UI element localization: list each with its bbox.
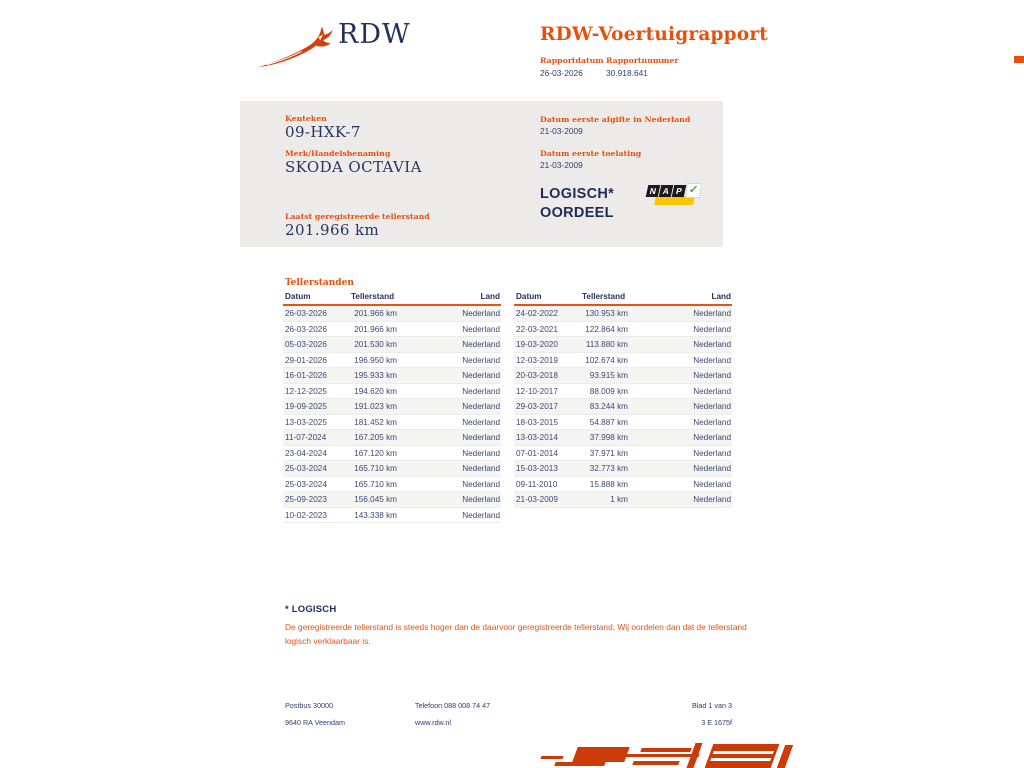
cell-land: Nederland	[462, 510, 500, 520]
art-stripe	[710, 758, 771, 761]
merk-label: Merk/Handelsbenaming	[285, 149, 391, 158]
cell-land: Nederland	[693, 355, 731, 365]
table-row	[514, 414, 732, 430]
table-row	[283, 492, 501, 508]
table-header-row	[514, 290, 732, 305]
table-row	[514, 337, 732, 353]
eerste-afgifte-value: 21-03-2009	[540, 126, 583, 136]
art-shape	[777, 745, 793, 768]
art-shape	[705, 744, 780, 768]
table-row	[283, 337, 501, 353]
cell-land: Nederland	[462, 433, 500, 442]
cell-land: Nederland	[462, 386, 500, 396]
cell-datum: 23-04-2024	[285, 448, 327, 458]
table-row	[283, 352, 501, 368]
table-row	[514, 383, 732, 399]
cell-tellerstand: 1 km	[610, 495, 628, 504]
cell-land: Nederland	[693, 464, 731, 473]
cell-tellerstand: 201.530 km	[354, 340, 397, 349]
cell-datum: 24-02-2022	[516, 309, 558, 318]
cell-tellerstand: 201.966 km	[354, 309, 397, 318]
cell-datum: 12-10-2017	[516, 386, 558, 396]
cell-datum: 16-01-2026	[285, 371, 327, 380]
art-shape	[614, 754, 699, 757]
table-row	[514, 368, 732, 384]
col-header-land: Land	[401, 290, 501, 305]
cell-land: Nederland	[462, 417, 500, 427]
art-shape	[540, 756, 563, 759]
cell-land: Nederland	[462, 340, 500, 349]
cell-land: Nederland	[693, 324, 731, 334]
cell-datum: 22-03-2021	[516, 324, 558, 334]
cell-tellerstand: 102.674 km	[585, 355, 628, 365]
cell-land: Nederland	[693, 402, 731, 411]
cell-land: Nederland	[693, 386, 731, 396]
footer-contact	[415, 701, 490, 735]
oordeel-line2: OORDEEL	[540, 205, 614, 221]
cell-datum: 10-02-2023	[285, 510, 327, 520]
eerste-afgifte-label: Datum eerste afgifte in Nederland	[540, 115, 691, 124]
rdw-decorative-graphic	[541, 743, 796, 768]
table-row	[514, 461, 732, 477]
table-row	[283, 383, 501, 399]
table-row	[514, 492, 732, 508]
cell-tellerstand: 143.338 km	[354, 510, 397, 520]
eerste-toelating-value: 21-03-2009	[540, 160, 583, 170]
cell-datum: 13-03-2025	[285, 417, 327, 427]
report-number-label: Rapportnummer	[606, 56, 679, 65]
cell-datum: 13-03-2014	[516, 433, 558, 442]
table-row	[283, 321, 501, 337]
cell-datum: 26-03-2026	[285, 324, 327, 334]
cell-datum: 19-03-2020	[516, 340, 558, 349]
table-row	[283, 445, 501, 461]
cell-datum: 09-11-2010	[516, 479, 558, 489]
table-row	[514, 476, 732, 492]
tellerstanden-table-right	[514, 290, 732, 508]
page-edge-mark	[1014, 56, 1024, 63]
table-body-right	[514, 305, 732, 507]
cell-tellerstand: 165.710 km	[354, 479, 397, 489]
cell-land: Nederland	[462, 448, 500, 458]
table-row	[283, 399, 501, 415]
cell-land: Nederland	[693, 371, 731, 380]
table-header-row	[283, 290, 501, 305]
report-date-label: Rapportdatum	[540, 56, 604, 65]
merk-value: SKODA OCTAVIA	[285, 158, 422, 176]
table-row	[283, 414, 501, 430]
table-row	[283, 430, 501, 446]
col-header-land: Land	[632, 290, 732, 305]
cell-land: Nederland	[693, 433, 731, 442]
cell-land: Nederland	[693, 417, 731, 427]
cell-land: Nederland	[462, 464, 500, 473]
cell-datum: 05-03-2026	[285, 340, 327, 349]
report-title: RDW-Voertuigrapport	[540, 24, 769, 45]
vehicle-summary-box	[240, 101, 723, 247]
cell-tellerstand: 201.966 km	[354, 324, 397, 334]
cell-land: Nederland	[462, 495, 500, 504]
cell-datum: 20-03-2018	[516, 371, 558, 380]
report-number-block	[606, 56, 678, 78]
rdw-bird-logo-icon	[256, 25, 334, 71]
table-row	[283, 305, 501, 321]
cell-tellerstand: 165.710 km	[354, 464, 397, 473]
col-header-tellerstand: Tellerstand	[345, 290, 401, 305]
footer-postbus: Postbus 30000	[285, 701, 333, 710]
footer-page-info	[692, 701, 732, 735]
table-row	[283, 476, 501, 492]
table-row	[514, 305, 732, 321]
oordeel-line1: LOGISCH*	[540, 186, 615, 202]
nap-letter-p: P	[672, 185, 687, 197]
cell-tellerstand: 113.880 km	[585, 340, 628, 349]
cell-datum: 15-03-2013	[516, 464, 558, 473]
footer-form-code: 3 E 1675f	[701, 718, 732, 727]
cell-land: Nederland	[693, 340, 731, 349]
table-row	[283, 368, 501, 384]
cell-tellerstand: 191.023 km	[354, 402, 397, 411]
cell-tellerstand: 88.009 km	[589, 386, 628, 396]
cell-tellerstand: 156.045 km	[354, 495, 397, 504]
cell-tellerstand: 93.915 km	[589, 371, 628, 380]
col-header-tellerstand: Tellerstand	[576, 290, 632, 305]
cell-datum: 07-01-2014	[516, 448, 558, 458]
art-shape	[632, 761, 679, 765]
report-date-value: 26-03-2026	[540, 68, 583, 78]
cell-datum: 21-03-2009	[516, 495, 558, 504]
footer-website: www.rdw.nl	[415, 718, 451, 727]
cell-tellerstand: 167.205 km	[354, 433, 397, 442]
art-shape	[554, 762, 605, 766]
cell-datum: 12-12-2025	[285, 386, 327, 396]
cell-tellerstand: 167.120 km	[354, 448, 397, 458]
table-row	[514, 321, 732, 337]
tellerstanden-table-left	[283, 290, 501, 523]
cell-land: Nederland	[462, 309, 500, 318]
nap-letter-n: N	[646, 185, 661, 197]
cell-datum: 25-03-2024	[285, 479, 327, 489]
cell-datum: 29-03-2017	[516, 402, 558, 411]
cell-tellerstand: 130.953 km	[585, 309, 628, 318]
cell-land: Nederland	[693, 479, 731, 489]
cell-tellerstand: 37.971 km	[589, 448, 628, 458]
cell-datum: 19-09-2025	[285, 402, 327, 411]
cell-datum: 18-03-2015	[516, 417, 558, 427]
cell-datum: 11-07-2024	[285, 433, 327, 442]
table-row	[283, 461, 501, 477]
rdw-wordmark: RDW	[338, 19, 411, 50]
report-number-value: 30.918.641	[606, 68, 648, 78]
cell-tellerstand: 15.888 km	[589, 479, 628, 489]
cell-datum: 29-01-2026	[285, 355, 327, 365]
cell-land: Nederland	[693, 448, 731, 458]
table-row	[514, 352, 732, 368]
cell-land: Nederland	[462, 355, 500, 365]
tellerstanden-section-title: Tellerstanden	[285, 278, 354, 288]
art-shape	[640, 748, 691, 752]
table-row	[514, 445, 732, 461]
col-header-datum: Datum	[514, 290, 576, 305]
cell-tellerstand: 32.773 km	[589, 464, 628, 473]
cell-land: Nederland	[462, 324, 500, 334]
cell-tellerstand: 54.887 km	[589, 417, 628, 427]
nap-checkmark-icon: ✓	[685, 183, 702, 198]
kenteken-value: 09-HXK-7	[285, 123, 361, 141]
eerste-toelating-label: Datum eerste toelating	[540, 149, 642, 158]
footer-city: 9640 RA Veendam	[285, 718, 345, 727]
cell-land: Nederland	[462, 371, 500, 380]
laatste-tellerstand-value: 201.966 km	[285, 221, 380, 239]
footer-phone: Telefoon 088 008 74 47	[415, 701, 491, 710]
cell-datum: 26-03-2026	[285, 309, 327, 318]
cell-tellerstand: 196.950 km	[354, 355, 397, 365]
cell-land: Nederland	[462, 479, 500, 489]
footer-page-number: Blad 1 van 3	[692, 701, 732, 710]
cell-datum: 25-03-2024	[285, 464, 327, 473]
cell-land: Nederland	[693, 309, 731, 318]
footer-address	[285, 701, 345, 735]
cell-tellerstand: 181.452 km	[354, 417, 397, 427]
cell-land: Nederland	[462, 402, 500, 411]
footnote-text: De geregistreerde tellerstand is steeds hoger dan de daarvoor geregistreerde tellerstand. Wij oordelen dan dat de tellerstand logisch verklaarbaar is.	[285, 622, 747, 646]
table-row	[514, 430, 732, 446]
table-row	[283, 507, 501, 523]
cell-tellerstand: 83.244 km	[589, 402, 628, 411]
cell-tellerstand: 195.933 km	[354, 371, 397, 380]
nap-letter-a: A	[659, 185, 674, 197]
table-body-left	[283, 305, 501, 523]
table-row	[514, 399, 732, 415]
report-date-block	[540, 56, 604, 78]
cell-land: Nederland	[693, 495, 731, 504]
cell-tellerstand: 37.998 km	[589, 433, 628, 442]
col-header-datum: Datum	[283, 290, 345, 305]
tellerstanden-tables	[283, 290, 733, 523]
cell-datum: 12-03-2019	[516, 355, 558, 365]
kenteken-label: Kenteken	[285, 114, 327, 123]
laatste-tellerstand-label: Laatst geregistreerde tellerstand	[285, 212, 430, 221]
cell-tellerstand: 122.864 km	[585, 324, 628, 334]
cell-datum: 25-09-2023	[285, 495, 327, 504]
footnote-title: * LOGISCH	[285, 604, 337, 615]
art-stripe	[713, 751, 774, 754]
nap-logo	[646, 183, 700, 211]
cell-tellerstand: 194.620 km	[354, 386, 397, 396]
